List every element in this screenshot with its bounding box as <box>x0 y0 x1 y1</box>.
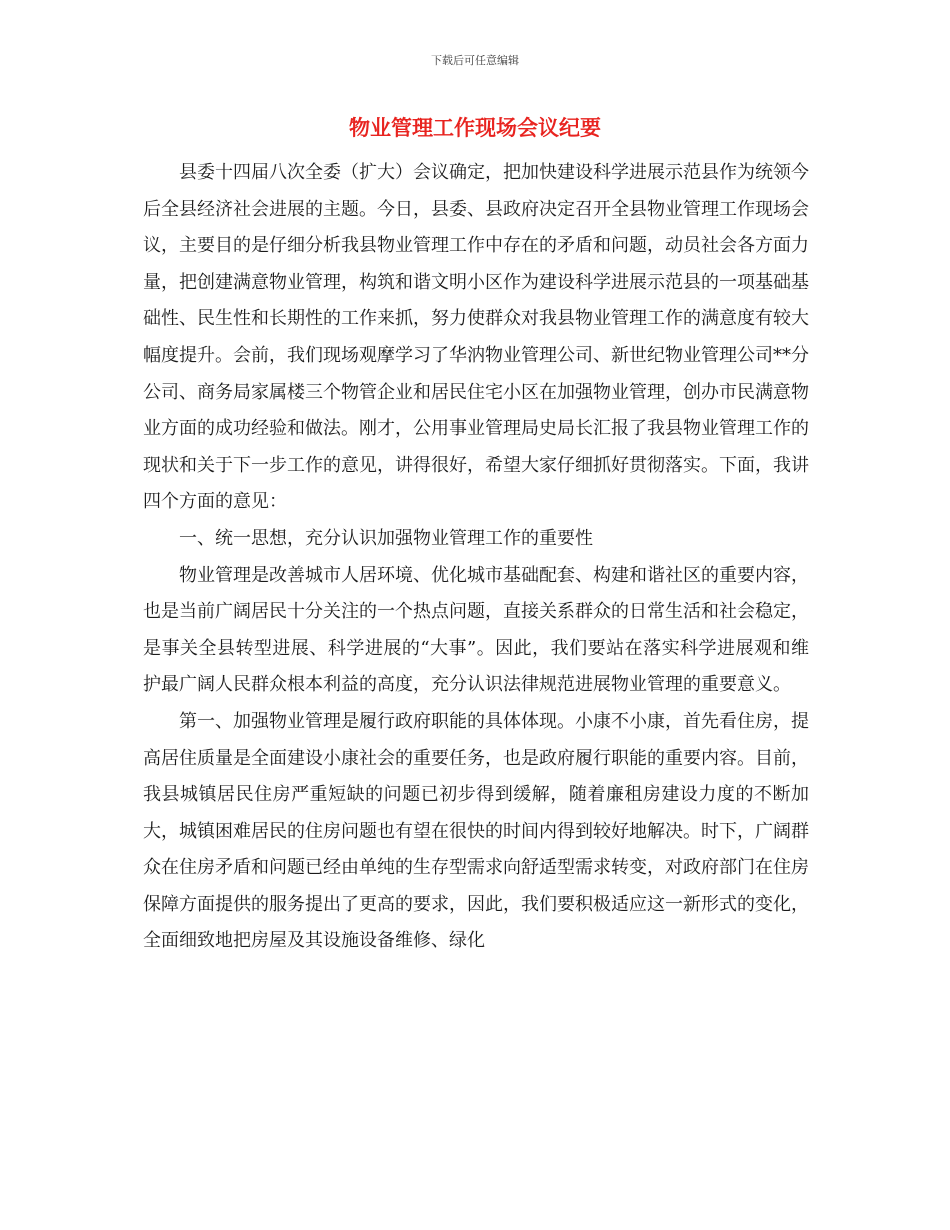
paragraph-intro: 县委十四届八次全委（扩大）会议确定，把加快建设科学进展示范县作为统领今后全县经济社会进展的主题。今日，县委、县政府决定召开全县物业管理工作现场会议，主要目的是仔细分析我县物业管理工作中存在的矛盾和问题，动员社会各方面力量，把创建满意物业管理，构筑和谐文明小区作为建设科学进展示范县的一项基础基础性、民生性和长期性的工作来抓，努力使群众对我县物业管理工作的满意度有较大幅度提升。会前，我们现场观摩学习了华汭物业管理公司、新世纪物业管理公司**分公司、商务局家属楼三个物管企业和居民住宅小区在加强物业管理，创办市民满意物业方面的成功经验和做法。刚才，公用事业管理局史局长汇报了我县物业管理工作的现状和关于下一步工作的意见，讲得很好，希望大家仔细抓好贯彻落实。下面，我讲四个方面的意见： <box>143 162 809 513</box>
document-title: 物业管理工作现场会议纪要 <box>349 116 601 140</box>
paragraph-point-one: 第一、加强物业管理是履行政府职能的具体体现。小康不小康，首先看住房，提高居住质量是全面建设小康社会的重要任务，也是政府履行职能的重要内容。目前，我县城镇居民住房严重短缺的问题已初步得到缓解，随着廉租房建设力度的不断加大，城镇困难居民的住房问题也有望在很快的时间内得到较好地解决。时下，广阔群众在住房矛盾和问题已经由单纯的生存型需求向舒适型需求转变，对政府部门在住房保障方面提供的服务提出了更高的要求，因此，我们要积极适应这一新形式的变化，全面细致地把房屋及其设施设备维修、绿化 <box>143 710 809 952</box>
section-heading-1: 一、统一思想，充分认识加强物业管理工作的重要性 <box>179 527 593 549</box>
paragraph-property-importance: 物业管理是改善城市人居环境、优化城市基础配套、构建和谐社区的重要内容，也是当前广阔居民十分关注的一个热点问题，直接关系群众的日常生活和社会稳定，是事关全县转型进展、科学进展的“大事”。因此，我们要站在落实科学进展观和维护最广阔人民群众根本利益的高度，充分认识法律规范进展物业管理的重要意义。 <box>143 564 809 696</box>
page-header-note: 下载后可任意编辑 <box>431 54 519 67</box>
document-body <box>143 155 809 960</box>
